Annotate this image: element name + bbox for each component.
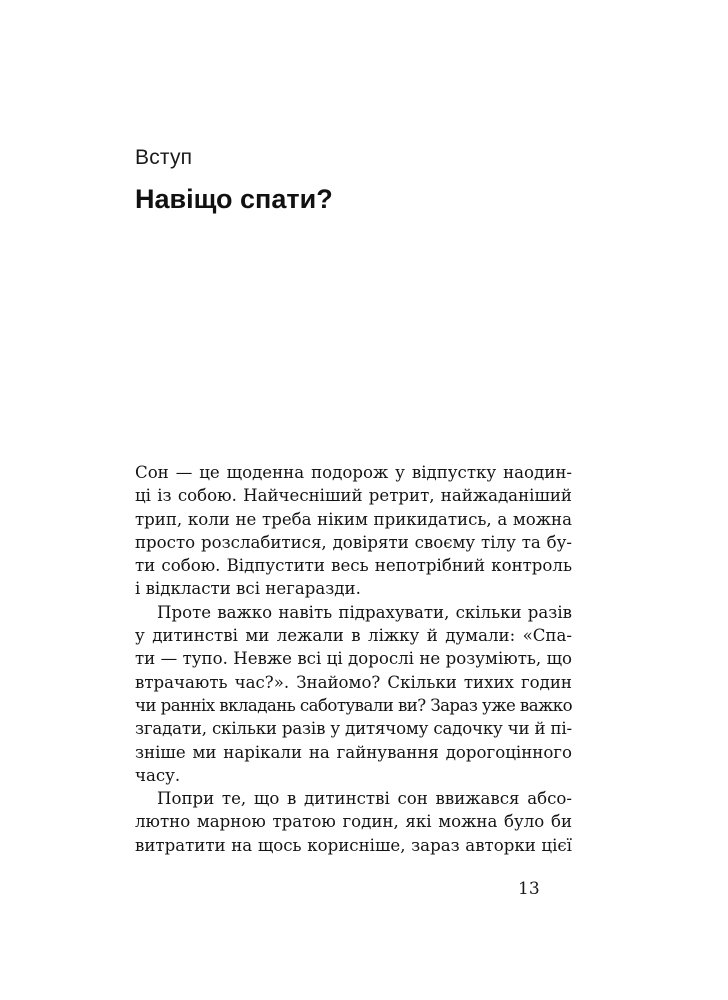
text-line: витратити на щось корисніше, зараз авторки цієї: [135, 835, 572, 855]
text-line: ти — тупо. Невже всі ці дорослі не розуміють, що: [135, 649, 572, 669]
paragraph-3: [135, 787, 572, 857]
text-line: Попри те, що в дитинстві сон ввижався абсо-: [157, 789, 572, 809]
chapter-title: Навіщо спати?: [135, 184, 333, 214]
text-line: просто розслабитися, довіряти своєму тілу та бу-: [135, 532, 572, 552]
text-line: ти собою. Відпустити весь непотрібний контроль: [135, 556, 572, 576]
text-line: чи ранніх вкладань саботували ви? Зараз уже важко: [135, 695, 572, 715]
paragraph-1: [135, 461, 572, 601]
section-label: Вступ: [135, 146, 193, 169]
text-line: Проте важко навіть підрахувати, скільки разів: [157, 602, 572, 622]
text-line: ці із собою. Найчесніший ретрит, найжаданіший: [135, 486, 572, 506]
paragraph-2: [135, 601, 572, 787]
text-line: трип, коли не треба ніким прикидатись, а можна: [135, 509, 572, 529]
text-line: у дитинстві ми лежали в ліжку й думали: «Спа-: [135, 626, 572, 646]
body-text: [135, 461, 572, 857]
text-line: втрачають час?». Знайомо? Скільки тихих годин: [135, 672, 572, 692]
text-line: і відкласти всі негаразди.: [135, 579, 361, 599]
page-number: 13: [518, 879, 540, 899]
text-line: згадати, скільки разів у дитячому садочку чи й пі-: [135, 719, 572, 739]
text-line: лютно марною тратою годин, які можна було би: [135, 812, 572, 832]
text-line: часу.: [135, 765, 181, 785]
text-line: Сон — це щоденна подорож у відпустку наодин-: [135, 463, 572, 482]
text-line: зніше ми нарікали на гайнування дорогоцінного: [135, 742, 572, 762]
